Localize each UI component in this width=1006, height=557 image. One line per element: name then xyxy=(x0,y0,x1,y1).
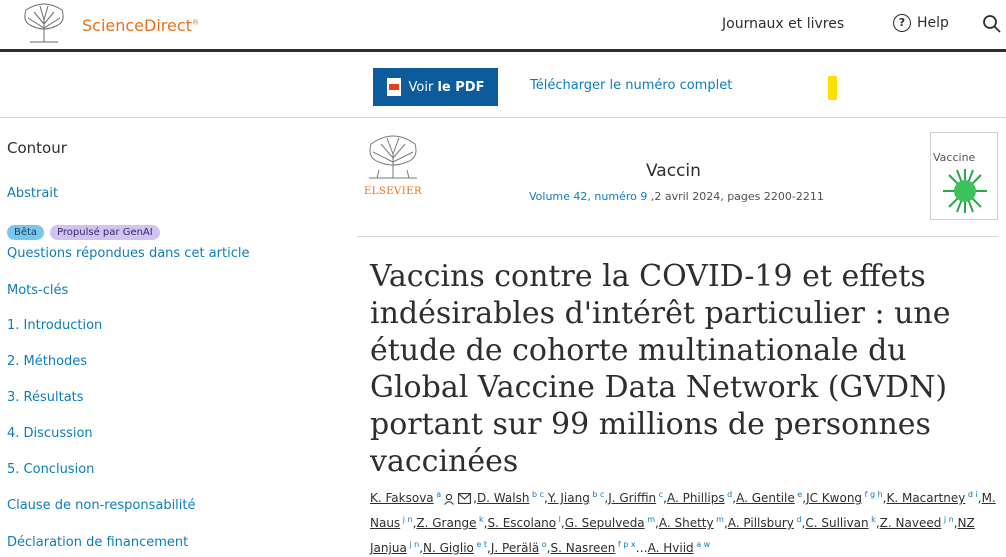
outline-link-methods[interactable]: 2. Méthodes xyxy=(7,354,88,369)
author-affiliation[interactable]: d xyxy=(793,515,802,524)
view-pdf-label: Voir le PDF xyxy=(408,79,485,95)
author-name[interactable]: A. Shetty xyxy=(658,516,714,530)
elsevier-tree-logo-icon[interactable] xyxy=(20,2,68,44)
author-affiliation[interactable]: c xyxy=(656,490,664,499)
search-icon[interactable] xyxy=(982,14,1002,34)
author-name[interactable]: M. Naus xyxy=(370,491,996,530)
issue-date-pages: ,2 avril 2024, pages 2200-2211 xyxy=(647,190,824,203)
author-affiliation[interactable]: b c xyxy=(589,490,605,499)
outline-link-results[interactable]: 3. Résultats xyxy=(7,390,84,405)
author-separator: , xyxy=(473,491,477,505)
article-title: Vaccins contre la COVID-19 et effets indésirables d'intérêt particulier : une étude de cohorte multinationale du Global Vaccine Data Network (GVDN) portant sur 99 millions de personnes vaccinées xyxy=(370,259,951,479)
author-separator: , xyxy=(412,516,417,530)
author-name[interactable]: A. Pillsbury xyxy=(727,516,794,530)
pdf-file-icon xyxy=(387,78,401,96)
author-contact-icons xyxy=(443,493,471,505)
journals-books-link[interactable]: Journaux et livres xyxy=(722,16,845,32)
site-header xyxy=(0,0,1006,52)
author-affiliation[interactable]: e t xyxy=(473,540,488,549)
outline-link-keywords[interactable]: Mots-clés xyxy=(7,283,69,298)
author-list xyxy=(370,484,1002,557)
publisher-logo[interactable] xyxy=(357,134,429,204)
author-affiliation[interactable]: b c xyxy=(529,490,545,499)
journal-title[interactable]: Vaccin xyxy=(646,161,701,181)
author-name[interactable]: Z. Grange xyxy=(416,516,477,530)
journal-issue-info xyxy=(529,190,824,203)
author-affiliation[interactable]: f g h xyxy=(862,490,883,499)
outline-link-funding[interactable]: Déclaration de financement xyxy=(7,535,189,550)
person-icon[interactable] xyxy=(443,493,455,505)
author-affiliation[interactable]: a xyxy=(433,490,442,499)
author-separator: , xyxy=(655,516,659,530)
author-name[interactable]: NZ Janjua xyxy=(370,516,975,555)
outline-link-discussion[interactable]: 4. Discussion xyxy=(7,426,93,441)
download-full-issue-link[interactable]: Télécharger le numéro complet xyxy=(530,78,733,93)
outline-link-introduction[interactable]: 1. Introduction xyxy=(7,318,103,333)
author-affiliation[interactable]: d xyxy=(724,490,733,499)
author-separator: , xyxy=(487,541,491,555)
author-affiliation[interactable]: e xyxy=(794,490,803,499)
journal-cover[interactable] xyxy=(930,132,998,220)
article-toolbar xyxy=(0,55,1006,118)
author-affiliation[interactable]: d i xyxy=(965,490,978,499)
author-affiliation[interactable]: k xyxy=(868,515,876,524)
author-name[interactable]: S. Nasreen xyxy=(550,541,616,555)
cover-title: Vaccine xyxy=(933,151,976,164)
brand-name[interactable]: ScienceDirect® xyxy=(82,16,199,35)
author-separator: , xyxy=(875,516,880,530)
envelope-icon[interactable] xyxy=(458,493,471,504)
author-name[interactable]: G. Sepulveda xyxy=(564,516,645,530)
author-name[interactable]: JC Kwong xyxy=(806,491,863,505)
author-separator: , xyxy=(604,491,609,505)
author-name[interactable]: J. Perälä xyxy=(490,541,540,555)
author-name[interactable]: A. Hviid xyxy=(647,541,694,555)
author-separator: , xyxy=(544,491,548,505)
help-button[interactable] xyxy=(893,14,949,32)
author-separator: , xyxy=(953,516,958,530)
author-separator: , xyxy=(977,491,982,505)
author-name[interactable]: K. Faksova xyxy=(370,491,434,505)
outline-heading: Contour xyxy=(7,139,67,157)
publisher-name: ELSEVIER xyxy=(363,186,423,197)
author-separator: , xyxy=(882,491,887,505)
author-separator: , xyxy=(560,516,565,530)
virus-illustration-icon xyxy=(939,167,991,215)
author-affiliation[interactable]: l xyxy=(556,515,561,524)
author-name[interactable]: S. Escolano xyxy=(487,516,557,530)
author-separator: , xyxy=(802,491,807,505)
view-pdf-button[interactable] xyxy=(373,68,498,106)
banner-divider xyxy=(357,236,998,237)
author-separator: , xyxy=(419,541,424,555)
author-separator: , xyxy=(546,541,551,555)
author-separator: , xyxy=(801,516,806,530)
author-name[interactable]: Y. Jiang xyxy=(547,491,590,505)
volume-issue-link[interactable]: Volume 42, numéro 9 xyxy=(529,190,648,203)
author-affiliation[interactable]: k xyxy=(476,515,484,524)
author-affiliation[interactable]: f p x xyxy=(615,540,636,549)
author-name[interactable]: J. Griffin xyxy=(608,491,657,505)
author-affiliation[interactable]: j n xyxy=(941,515,954,524)
outline-link-disclaimer[interactable]: Clause de non-responsabilité xyxy=(7,498,196,513)
author-ellipsis[interactable]: … xyxy=(635,541,648,555)
author-affiliation[interactable]: m xyxy=(644,515,656,524)
help-label: Help xyxy=(917,15,949,31)
author-affiliation[interactable]: a w xyxy=(693,540,711,549)
author-name[interactable]: K. Macartney xyxy=(886,491,966,505)
author-name[interactable]: D. Walsh xyxy=(476,491,530,505)
author-affiliation[interactable]: j n xyxy=(400,515,413,524)
author-affiliation[interactable]: j n xyxy=(406,540,420,549)
author-separator: , xyxy=(732,491,737,505)
beta-badge: Bêta xyxy=(7,225,44,240)
author-separator: , xyxy=(723,516,728,530)
author-affiliation[interactable]: m xyxy=(713,515,724,524)
outline-link-questions[interactable]: Questions répondues dans cet article xyxy=(7,246,250,261)
outline-link-abstract[interactable]: Abstrait xyxy=(7,186,59,201)
author-name[interactable]: C. Sullivan xyxy=(805,516,869,530)
author-name[interactable]: N. Giglio xyxy=(423,541,474,555)
highlight-marker xyxy=(828,76,837,100)
question-circle-icon: ? xyxy=(893,14,911,32)
author-separator: , xyxy=(483,516,488,530)
elsevier-tree-icon xyxy=(365,134,421,180)
author-name[interactable]: A. Gentile xyxy=(736,491,795,505)
author-affiliation[interactable]: o xyxy=(539,540,547,549)
outline-link-conclusion[interactable]: 5. Conclusion xyxy=(7,462,95,477)
genai-badge: Propulsé par GenAI xyxy=(50,225,160,240)
author-separator: , xyxy=(663,491,667,505)
author-name[interactable]: A. Phillips xyxy=(666,491,725,505)
genai-badges xyxy=(7,225,160,240)
author-name[interactable]: Z. Naveed xyxy=(879,516,942,530)
